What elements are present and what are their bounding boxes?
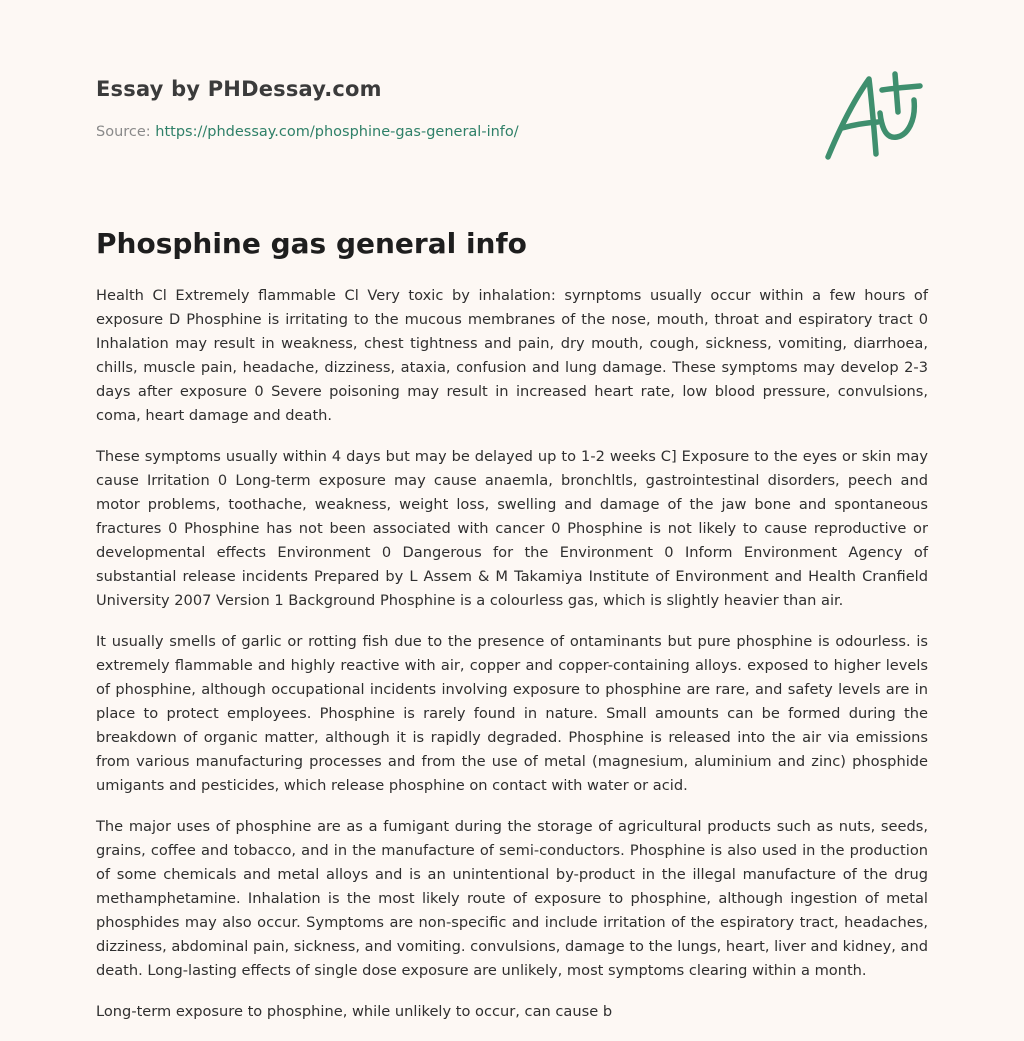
a-plus-logo-icon — [822, 66, 930, 166]
essay-body — [96, 284, 928, 1041]
source-link[interactable]: https://phdessay.com/phosphine-gas-general-info/ — [155, 124, 519, 140]
brand-title: Essay by PHDessay.com — [96, 77, 382, 101]
paragraph: Long-term exposure to phosphine, while unlikely to occur, can cause b — [96, 1003, 613, 1020]
paragraph: The major uses of phosphine are as a fumigant during the storage of agricultural products such as nuts, seeds, grains, coffee and tobacco, and in the manufacture of semi-conductors. Phosphine is also used in the production of some chemicals and metal alloys and is an unintentional by-product in the illegal manufacture of the drug methamphetamine. Inhalation is the most likely route of exposure to phosphine, although ingestion of metal phosphides may also occur. Symptoms are non-specific and include irritation of the espiratory tract, headaches, dizziness, abdominal pain, sickness, and vomiting. convulsions, damage to the lungs, heart, liver and kidney, and death. Long-lasting effects of single dose exposure are unlikely, most symptoms clearing within a month. — [96, 818, 928, 979]
page-header — [96, 74, 796, 142]
paragraph: These symptoms usually within 4 days but may be delayed up to 1-2 weeks C] Exposure to the eyes or skin may cause Irritation 0 Long-term exposure may cause anaemla, bronchltls, gastrointestinal disorders, peech and motor problems, toothache, weakness, weight loss, swelling and damage of the jaw bone and spontaneous fractures 0 Phosphine has not been associated with cancer 0 Phosphine is not likely to cause reproductive or developmental effects Environment 0 Dangerous for the Environment 0 Inform Environment Agency of substantial release incidents Prepared by L Assem & M Takamiya Institute of Environment and Health Cranfield University 2007 Version 1 Background Phosphine is a colourless gas, which is slightly heavier than air. — [96, 448, 928, 609]
paragraph: Health Cl Extremely flammable Cl Very toxic by inhalation: syrnptoms usually occur within a few hours of exposure D Phosphine is irritating to the mucous membranes of the nose, mouth, throat and espiratory tract 0 Inhalation may result in weakness, chest tightness and pain, dry mouth, cough, sickness, vomiting, diarrhoea, chills, muscle pain, headache, dizziness, ataxia, confusion and lung damage. These symptoms may develop 2-3 days after exposure 0 Severe poisoning may result in increased heart rate, low blood pressure, convulsions, coma, heart damage and death. — [96, 287, 928, 424]
paragraph: It usually smells of garlic or rotting fish due to the presence of ontaminants but pure phosphine is odourless. is extremely flammable and highly reactive with air, copper and copper-containing alloys. exposed to higher levels of phosphine, although occupational incidents involving exposure to phosphine are rare, and safety levels are in place to protect employees. Phosphine is rarely found in nature. Small amounts can be formed during the breakdown of organic matter, although it is rapidly degraded. Phosphine is released into the air via emissions from various manufacturing processes and from the use of metal (magnesium, aluminium and zinc) phosphide umigants and pesticides, which release phosphine on contact with water or acid. — [96, 633, 928, 794]
source-line — [96, 122, 796, 142]
source-label: Source: — [96, 124, 156, 140]
essay-title: Phosphine gas general info — [96, 227, 527, 260]
